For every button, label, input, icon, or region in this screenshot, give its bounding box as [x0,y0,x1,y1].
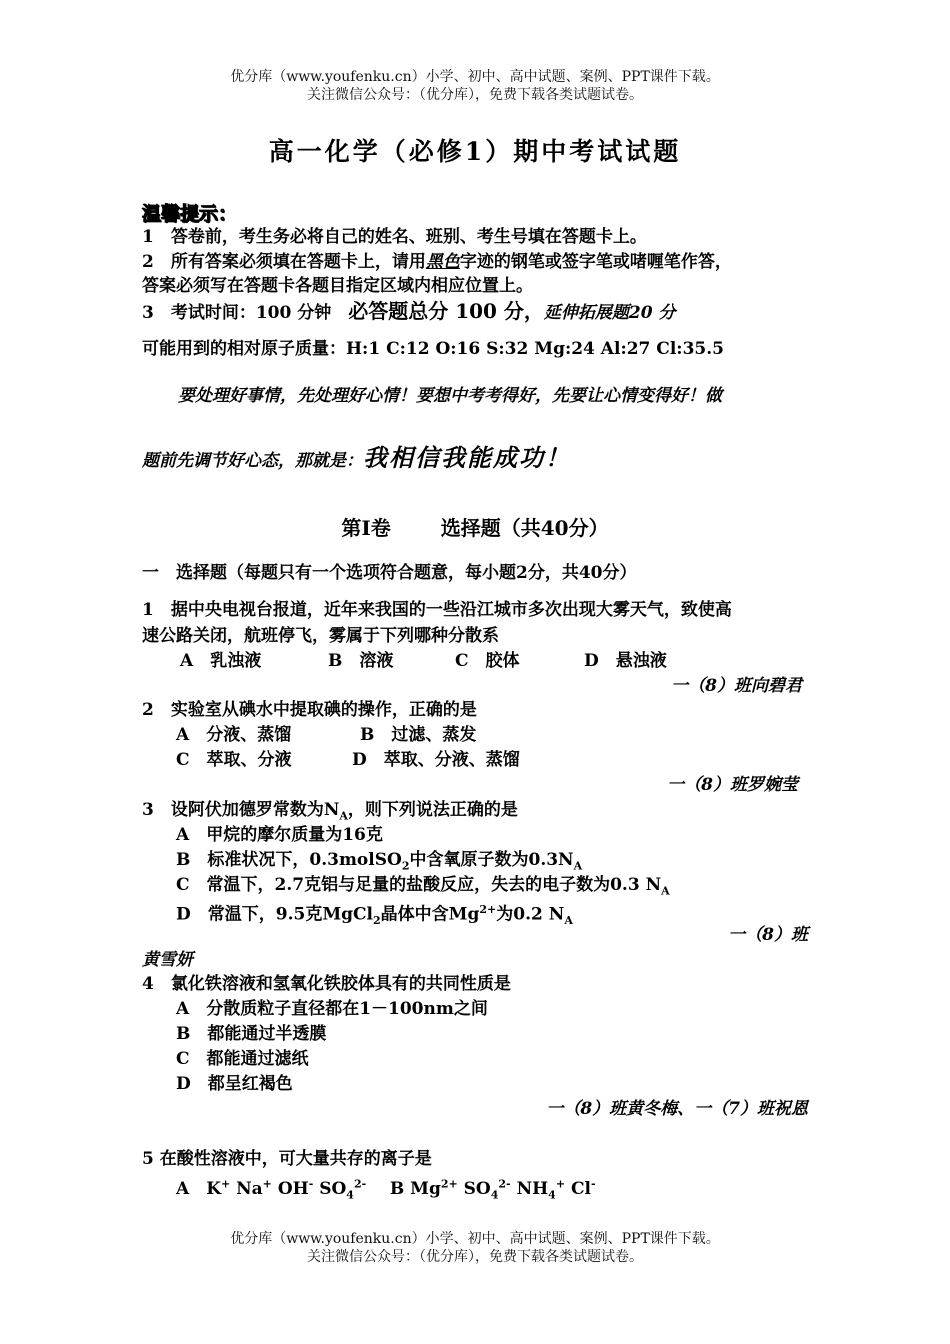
section-heading [0,512,950,541]
tip-2-cont: 答案必须写在答题卡各题目指定区域内相应位置上。 [142,276,533,296]
q3-d-sup: 2+ [479,903,497,916]
q3-d-text-3: 为0.2 N [496,904,565,925]
q5-b-mg-sup: 2+ [440,1177,458,1190]
q2-option-c: C 萃取、分液 [176,750,292,770]
motto-line-2 [142,443,571,473]
tip-2-text-b: 字迹的钢笔或签字笔或啫喱笔作答， [459,252,732,272]
motto-line-1: 要处理好事情，先处理好心情！要想中考考得好，先要让心情变得好！做 [178,386,722,406]
q5-b-nh-sup: + [555,1177,566,1190]
q5-b-label: B Mg [389,1178,441,1199]
tip-3-score: 必答题总分 100 分， [348,299,544,323]
q3-stem-sub: A [339,809,348,823]
footer-line-2: 关注微信公众号：（优分库），免费下载各类试题试卷。 [307,1249,643,1265]
atomic-masses: 可能用到的相对原子质量：H:1 C:12 O:16 S:32 Mg:24 Al:27 Cl:35.5 [142,339,724,359]
q5-a-so: SO [319,1178,347,1199]
q1-stem-line-2: 速公路关闭，航班停飞，雾属于下列哪种分散系 [142,626,499,646]
q5-b-cl-sup: - [590,1177,596,1190]
q5-b-so-sub: 4 [490,1188,499,1202]
q3-author-line-2: 黄雪妍 [142,950,193,970]
q3-author-line-1: 一（8）班 [728,925,808,945]
q5-stem: 5 在酸性溶液中，可大量共存的离子是 [142,1149,432,1169]
q3-d-sub: 2 [373,914,381,928]
q5-option-a [176,1177,372,1202]
motto-line-2-text: 题前先调节好心态，那就是： [142,451,363,471]
section-name: 选择题（共40分） [440,516,609,540]
q3-d-text: D 常温下，9.5克MgCl [176,904,374,925]
q3-stem-tail: ，则下列说法正确的是 [347,800,518,820]
q2-stem: 2 实验室从碘水中提取碘的操作，正确的是 [142,700,477,720]
q5-a-na-sup: + [262,1177,272,1190]
q3-d-sub-2: A [564,914,573,928]
motto-slogan: 我相信我能成功！ [363,443,571,472]
q3-stem-text: 3 设阿伏加德罗常数为N [142,800,340,820]
q5-a-oh: OH [277,1178,309,1199]
q1-author: 一（8）班向碧君 [671,676,802,696]
q3-b-sub-2: A [573,859,583,873]
q4-option-c: C 都能通过滤纸 [176,1049,309,1069]
footer-line-1: 优分库（www.youfenku.cn）小学、初中、高中试题、案例、PPT课件下载。 [230,1231,720,1247]
header-line-1: 优分库（www.youfenku.cn）小学、初中、高中试题、案例、PPT课件下载。 [230,69,720,85]
q4-option-b: B 都能通过半透膜 [176,1024,327,1044]
q2-author: 一（8）班罗婉莹 [667,775,798,795]
q5-b-nh-sub: 4 [548,1188,556,1202]
tip-2-text-a: 2 所有答案必须填在答题卡上，请用 [142,252,426,272]
q5-a-oh-sup: - [308,1177,314,1190]
q4-option-a: A 分散质粒子直径都在1－100nm之间 [176,999,488,1019]
q2-option-b: B 过滤、蒸发 [360,725,477,745]
q3-option-a: A 甲烷的摩尔质量为16克 [176,825,383,845]
q5-b-so: SO [463,1178,491,1199]
q1-option-a: A 乳浊液 [180,651,262,671]
q3-c-text: C 常温下，2.7克铝与足量的盐酸反应，失去的电子数为0.3 N [176,875,662,895]
q1-option-c: C 胶体 [455,651,520,671]
tip-3-time: 3 考试时间：100 分钟 [142,303,349,323]
page-title: 高一化学（必修1）期中考试试题 [268,137,682,166]
q5-a-k-sup: + [220,1177,231,1190]
q5-options [176,1172,596,1207]
tip-3-extension: 延伸拓展题20 分 [543,303,676,323]
q4-author: 一（8）班黄冬梅、一（7）班祝恩 [546,1099,808,1119]
q3-b-text: B 标准状况下，0.3molSO [176,850,402,870]
q5-a-so-sup: 2- [353,1177,367,1190]
q5-b-so-sup: 2- [498,1177,511,1190]
tip-1: 1 答卷前，考生务必将自己的姓名、班别、考生号填在答题卡上。 [142,227,647,247]
part-intro: 一 选择题（每题只有一个选项符合题意，每小题2分，共40分） [142,563,637,583]
q2-option-a: A 分液、蒸馏 [176,725,292,745]
tip-2-black: 黑色 [425,252,460,272]
q3-b-sub: 2 [401,859,410,873]
tip-3 [142,299,676,325]
q4-stem: 4 氯化铁溶液和氢氧化铁胶体具有的共同性质是 [142,974,511,994]
q5-a-label: A K [176,1178,221,1199]
q1-option-b: B 溶液 [328,651,394,671]
q3-option-d [176,898,573,933]
tip-2 [142,250,732,274]
q5-a-so-sub: 4 [346,1188,354,1202]
q1-option-d: D 悬浊液 [584,651,667,671]
tips-heading: 温馨提示： [142,203,238,225]
q1-stem-line-1: 1 据中央电视台报道，近年来我国的一些沿江城市多次出现大雾天气，致使高 [142,600,732,620]
header-line-2: 关注微信公众号：（优分库），免费下载各类试题试卷。 [307,87,643,103]
q4-option-d: D 都呈红褐色 [176,1074,293,1094]
q3-b-text-2: 中含氧原子数为0.3N [409,850,574,870]
q5-b-nh: NH [516,1178,549,1199]
q5-option-b [389,1177,596,1202]
q2-option-d: D 萃取、分液、蒸馏 [352,750,520,770]
q5-b-cl: Cl [570,1178,591,1199]
q3-d-text-2: 晶体中含Mg [380,904,480,925]
section-part: 第Ⅰ卷 [341,516,391,540]
q5-a-na: Na [236,1178,263,1199]
q3-c-sub: A [661,884,670,898]
